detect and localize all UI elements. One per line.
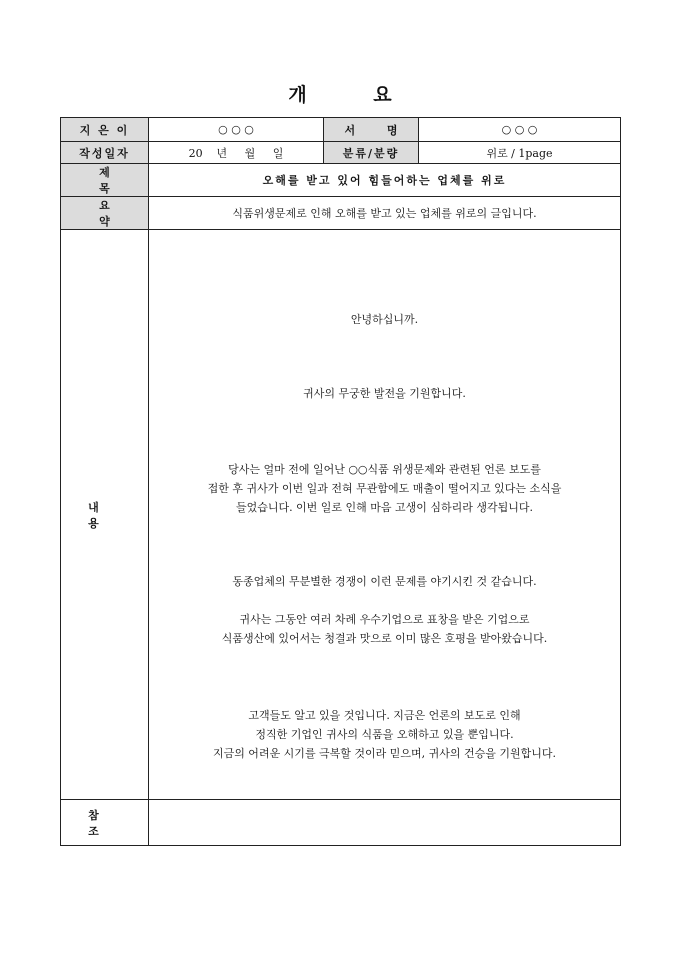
overview-form-table bbox=[60, 117, 621, 846]
reference-label: 참 조 bbox=[61, 800, 149, 846]
content-paragraph-news-line: 접한 후 귀사가 이번 일과 전혀 무관함에도 매출이 떨어지고 있다는 소식을 bbox=[207, 482, 562, 495]
reference-value bbox=[149, 800, 621, 846]
content-paragraph-closing-line: 정직한 기업인 귀사의 식품을 오해하고 있을 뿐입니다. bbox=[255, 728, 514, 741]
content-paragraph-news-line: 당사는 얼마 전에 일어난 ○○식품 위생문제와 관련된 언론 보도를 bbox=[228, 463, 541, 476]
document-title: 개 요 bbox=[288, 84, 422, 106]
author-row bbox=[61, 118, 621, 142]
signature-label: 서 명 bbox=[324, 118, 419, 142]
date-value: 20 년 월 일 bbox=[149, 142, 324, 164]
content-paragraph-closing-line: 고객들도 알고 있을 것입니다. 지금은 언론의 보도로 인해 bbox=[248, 709, 521, 722]
date-label: 작성일자 bbox=[61, 142, 149, 164]
content-paragraph-closing-line: 지금의 어려운 시기를 극복할 것이라 믿으며, 귀사의 건승을 기원합니다. bbox=[212, 747, 557, 760]
signature-value: ○ ○ ○ bbox=[419, 118, 621, 142]
date-row bbox=[61, 142, 621, 164]
content-paragraph-wish: 귀사의 무궁한 발전을 기원합니다. bbox=[303, 387, 466, 400]
content-label: 내 용 bbox=[61, 230, 149, 800]
summary-label: 요 약 bbox=[61, 197, 149, 230]
author-value: ○ ○ ○ bbox=[149, 118, 324, 142]
category-value: 위로 / 1page bbox=[419, 142, 621, 164]
category-label: 분류/분량 bbox=[324, 142, 419, 164]
content-paragraph-award-line: 식품생산에 있어서는 청결과 맛으로 이미 많은 호평을 받아왔습니다. bbox=[221, 632, 548, 645]
subject-row bbox=[61, 164, 621, 197]
author-label: 지 은 이 bbox=[61, 118, 149, 142]
subject-label: 제 목 bbox=[61, 164, 149, 197]
summary-row bbox=[61, 197, 621, 230]
reference-row bbox=[61, 800, 621, 846]
subject-value: 오해를 받고 있어 힘들어하는 업체를 위로 bbox=[149, 164, 621, 197]
content-paragraph-competition: 동종업체의 무분별한 경쟁이 이런 문제를 야기시킨 것 같습니다. bbox=[232, 575, 537, 588]
content-body bbox=[149, 230, 621, 800]
content-paragraph-award-line: 귀사는 그동안 여러 차례 우수기업으로 표창을 받은 기업으로 bbox=[239, 613, 530, 626]
summary-value: 식품위생문제로 인해 오해를 받고 있는 업체를 위로의 글입니다. bbox=[149, 197, 621, 230]
content-row bbox=[61, 230, 621, 800]
content-paragraph-news-line: 들었습니다. 이번 일로 인해 마음 고생이 심하리라 생각됩니다. bbox=[235, 501, 534, 514]
content-paragraph-greeting: 안녕하십니까. bbox=[350, 313, 419, 326]
